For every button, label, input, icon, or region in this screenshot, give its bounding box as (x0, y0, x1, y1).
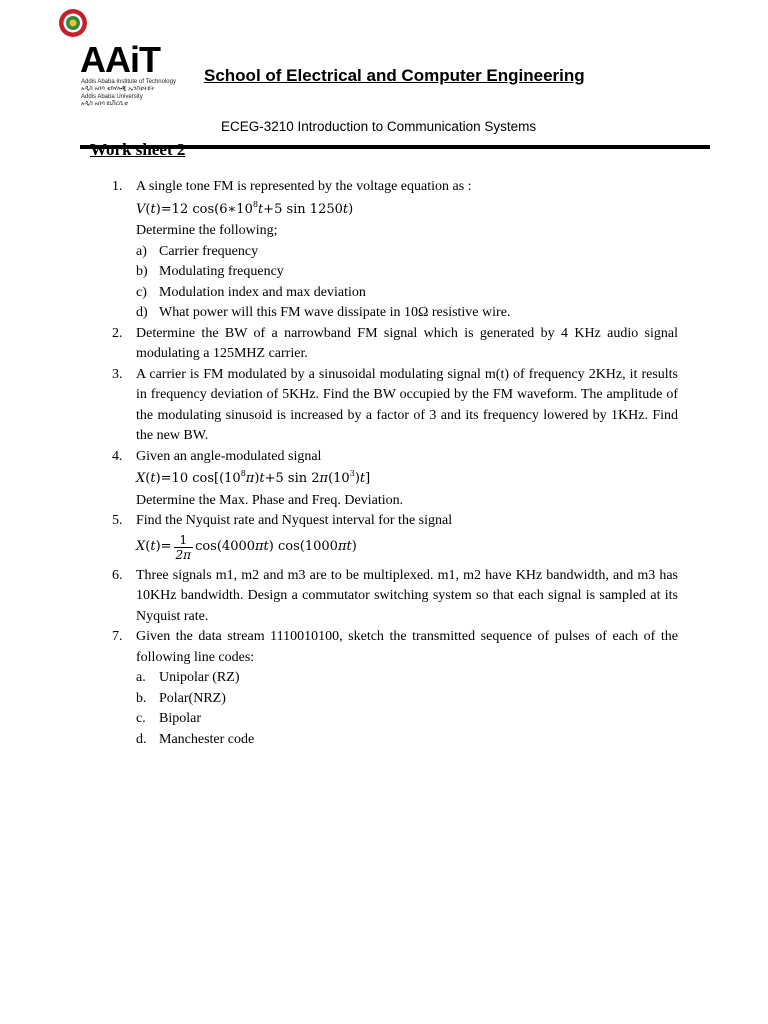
university-seal-logo (58, 8, 88, 38)
brand-line-3: Addis Ababa University (81, 94, 143, 100)
question-2 (112, 324, 678, 365)
question-3 (112, 365, 678, 447)
question-number: 3. (112, 366, 123, 382)
question-number: 7. (112, 629, 123, 644)
worksheet-title: Work sheet 2 (90, 140, 186, 159)
question-list (112, 177, 678, 750)
brand-line-2: አዲስ አበባ ቴክኖሎጂ ኢንስቲትዩት (81, 86, 155, 92)
question-text: A single tone FM is represented by the voltage equation as : (136, 179, 472, 194)
equation: V(t)=12 $\cos(6∗10^8t+5$ sin 1250t) (136, 199, 354, 217)
school-heading: School of Electrical and Computer Engineering (204, 66, 585, 85)
question-number: 5. (112, 513, 123, 528)
question-text: Three signals m1, m2 and m3 are to be multiplexed. m1, m2 have KHz bandwidth, and m3 has 10KHz bandwidth. Design a commutator switching system so that each signal is sampled at its Nyquist rate. (136, 567, 678, 624)
sub-item: b) Modulating frequency (136, 264, 284, 279)
question-prompt: Determine the following; (136, 223, 278, 238)
sub-item: b. Polar(NRZ) (136, 690, 226, 706)
question-5 (112, 511, 678, 564)
sub-item: a) Carrier frequency (136, 243, 259, 259)
question-number: 2. (112, 325, 123, 341)
brand-line-1: Addis Ababa Institute of Technology (81, 79, 176, 85)
question-text: Find the Nyquist rate and Nyquest interval for the signal (136, 513, 453, 528)
sub-item: d. Manchester code (136, 731, 255, 747)
question-text: Determine the BW of a narrowband FM signal which is generated by 4 KHz audio signal modulating a 125MHZ carrier. (136, 325, 678, 361)
question-prompt: Determine the Max. Phase and Freq. Deviation. (136, 492, 404, 508)
equation: X(t)=10 $\cos[(10^8\pi)t+5$ $\sin 2\pi(10^3)t$] (136, 469, 371, 486)
question-number: 4. (112, 448, 123, 464)
sub-item: d) What power will this FM wave dissipate in 10Ω resistive wire. (136, 305, 511, 320)
question-text: A carrier is FM modulated by a sinusoidal modulating signal m(t) of frequency 2KHz, it results in frequency deviation of 5KHz. Find the BW occupied by the FM waveform. The amplitude of the modulating sinusoid is increased by a factor of 3 and its frequency lowered by 1KHz. Find the new BW. (136, 366, 678, 443)
brand-logo-text: AAiT (80, 39, 160, 80)
course-title: ECEG-3210 Introduction to Communication Systems (221, 119, 537, 134)
question-1 (112, 177, 678, 324)
question-text: Given the data stream 1110010100, sketch the transmitted sequence of pulses of each of the following line codes: (136, 629, 678, 665)
question-7 (112, 627, 678, 750)
question-text: Given an angle-modulated signal (136, 448, 322, 464)
equation: X ( t )= $\frac{1}{2\pi}$ cos(4000 πt ) cos(1000 πt ) (136, 533, 357, 562)
question-number: 6. (112, 567, 123, 583)
sub-item: c) Modulation index and max deviation (136, 284, 366, 300)
question-6 (112, 566, 678, 628)
brand-line-4: አዲስ አበባ ዩኒቨርሲቲ (81, 101, 128, 107)
question-number: 1. (112, 179, 123, 194)
sub-item: c. Bipolar (136, 711, 201, 726)
question-4 (112, 447, 678, 512)
sub-item: a. Unipolar (RZ) (136, 670, 240, 685)
